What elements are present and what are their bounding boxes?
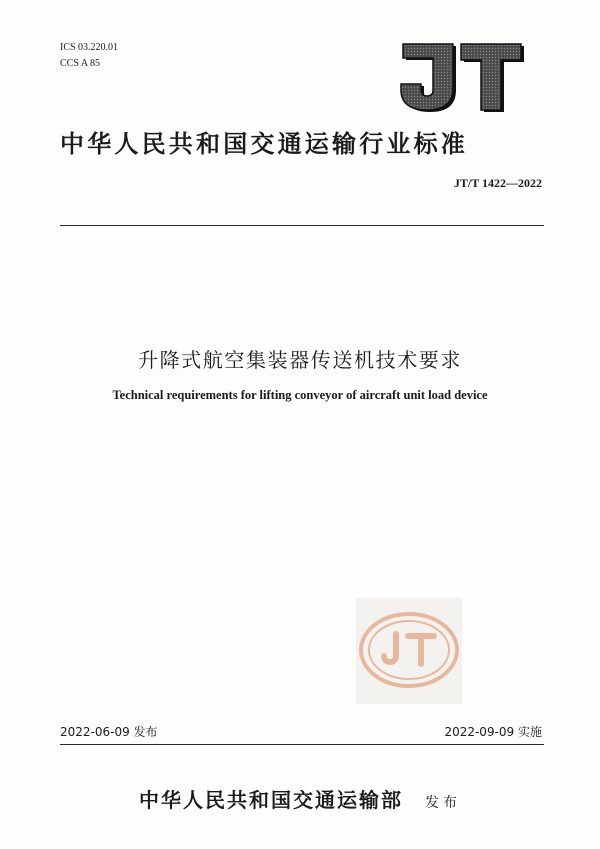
publisher-action: 发布 — [425, 795, 461, 811]
publisher-name: 中华人民共和国交通运输部 — [139, 788, 403, 812]
implementation-date: 2022-09-09 实施 — [444, 725, 542, 739]
standard-number: JT/T 1422—2022 — [453, 176, 542, 190]
ics-code: ICS 03.220.01 — [60, 42, 119, 53]
publisher-line — [0, 784, 600, 813]
industry-standard-title: 中华人民共和国交通运输行业标准 — [60, 130, 468, 158]
classification-codes — [60, 40, 118, 72]
document-title-english: Technical requirements for lifting conveyor of aircraft unit load device — [112, 388, 488, 402]
footer-divider — [60, 744, 544, 745]
ccs-code: CCS A 85 — [60, 58, 101, 69]
jt-logo-icon — [395, 38, 527, 112]
jt-watermark-stamp — [356, 598, 462, 704]
issue-date: 2022-06-09 发布 — [60, 725, 158, 739]
document-title-chinese: 升降式航空集装器传送机技术要求 — [138, 348, 462, 372]
header-divider — [60, 225, 544, 226]
